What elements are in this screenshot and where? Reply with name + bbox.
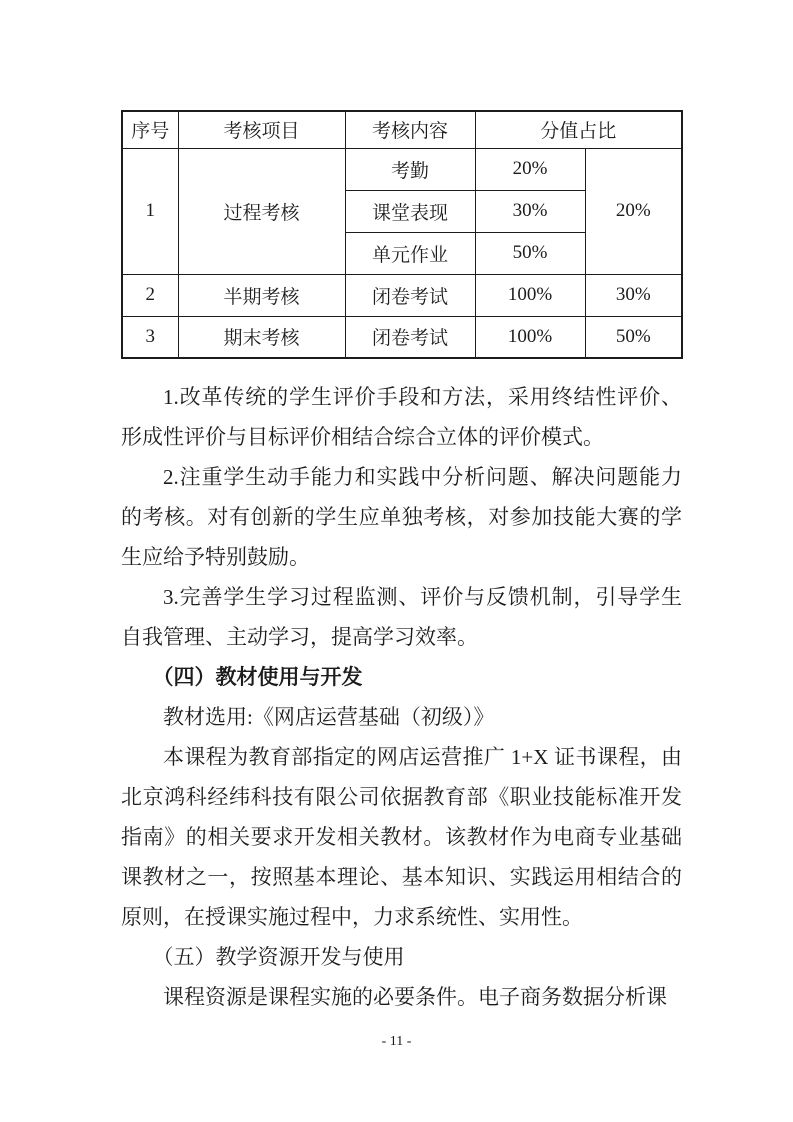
paragraph-textbook-detail: 本课程为教育部指定的网店运营推广 1+X 证书课程，由北京鸿科经纬科技有限公司依据教育部《职业技能标准开发指南》的相关要求开发相关教材。该教材作为电商专业基础课教材之一，按照基本理论、基本知识、实践运用相结合的原则，在授课实施过程中，力求系统性、实用性。 [121,745,682,929]
cell-row1-sub1-pct: 20% [475,148,585,190]
cell-row3-no: 3 [122,316,178,358]
cell-row3-overall: 50% [585,316,682,358]
header-cell-content: 考核内容 [345,111,475,148]
paragraph-3: 3.完善学生学习过程监测、评价与反馈机制，引导学生自我管理、主动学习，提高学习效率。 [121,585,682,649]
cell-row1-sub2-pct: 30% [475,190,585,232]
table-row [122,316,682,358]
cell-row1-sub1-content: 考勤 [345,148,475,190]
page-content [121,110,682,1017]
section-heading-5: （五）教学资源开发与使用 [152,945,405,969]
cell-row2-overall: 30% [585,274,682,316]
header-cell-score-ratio: 分值占比 [475,111,682,148]
cell-row1-item: 过程考核 [178,148,345,274]
cell-row2-pct: 100% [475,274,585,316]
cell-row1-sub3-pct: 50% [475,232,585,274]
body-text [121,377,682,1017]
cell-row1-sub2-content: 课堂表现 [345,190,475,232]
cell-row2-item: 半期考核 [178,274,345,316]
assessment-table [121,110,683,359]
table-row [122,274,682,316]
table-header-row [122,111,682,148]
paragraph-textbook-selection: 教材选用:《网店运营基础（初级）》 [163,705,495,729]
cell-row3-item: 期末考核 [178,316,345,358]
header-cell-seq: 序号 [122,111,178,148]
cell-row3-pct: 100% [475,316,585,358]
cell-row1-sub3-content: 单元作业 [345,232,475,274]
cell-row2-content: 闭卷考试 [345,274,475,316]
cell-row3-content: 闭卷考试 [345,316,475,358]
page-number: - 11 - [381,1034,412,1049]
cell-row1-overall: 20% [585,148,682,274]
paragraph-resources: 课程资源是课程实施的必要条件。电子商务数据分析课 [163,985,667,1009]
cell-row1-no: 1 [122,148,178,274]
paragraph-2: 2.注重学生动手能力和实践中分析问题、解决问题能力的考核。对有创新的学生应单独考核，对参加技能大赛的学生应给予特别鼓励。 [121,465,682,569]
section-heading-4: （四）教材使用与开发 [152,665,363,689]
table-row [122,148,682,190]
cell-row2-no: 2 [122,274,178,316]
paragraph-1: 1.改革传统的学生评价手段和方法，采用终结性评价、形成性评价与目标评价相结合综合立体的评价模式。 [121,385,682,449]
header-cell-item: 考核项目 [178,111,345,148]
